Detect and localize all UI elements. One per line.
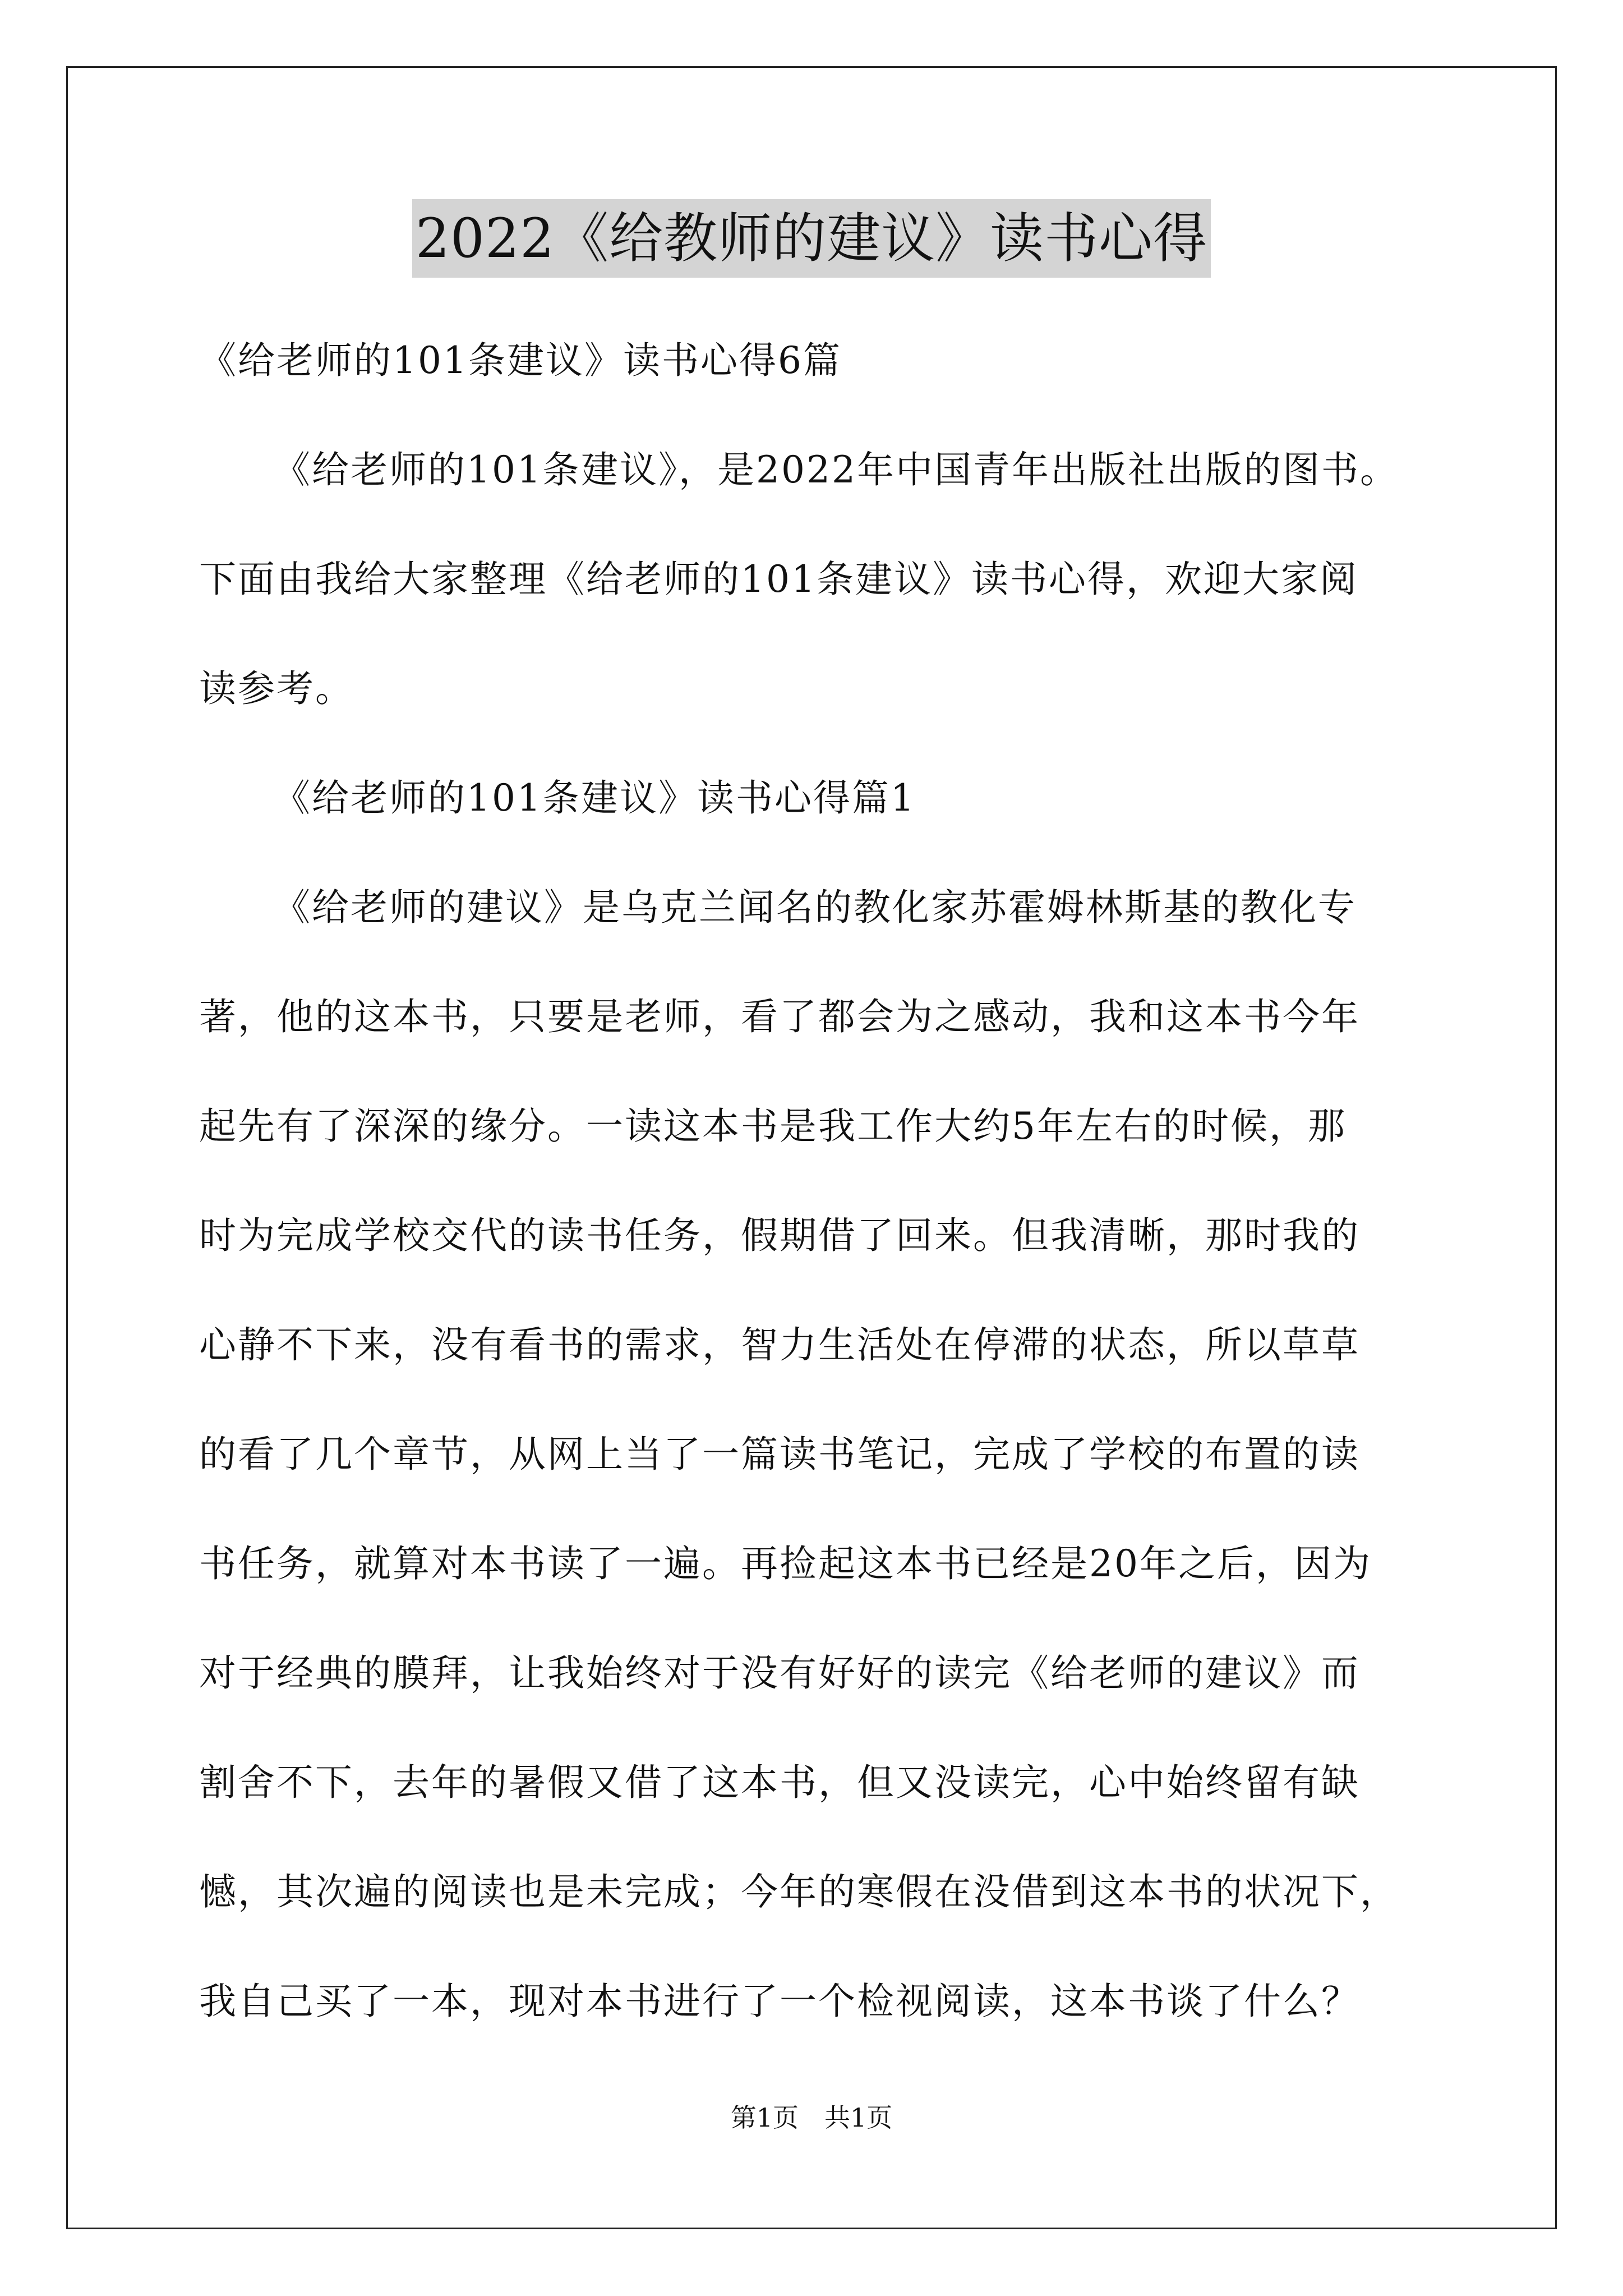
paragraph-line: 对于经典的膜拜，让我始终对于没有好好的读完《给老师的建议》而	[199, 1651, 1360, 1695]
paragraph-line: 我自己买了一本，现对本书进行了一个检视阅读，这本书谈了什么？	[199, 1980, 1360, 2023]
paragraph-line: 《给老师的101条建议》，是2022年中国青年出版社出版的图书。	[273, 448, 1399, 491]
section-heading: 《给老师的101条建议》读书心得篇1	[273, 776, 916, 820]
paragraph-line: 读参考。	[199, 667, 354, 710]
paragraph-line: 书任务，就算对本书读了一遍。再捡起这本书已经是20年之后，因为	[199, 1542, 1372, 1585]
paragraph-line: 的看了几个章节，从网上当了一篇读书笔记，完成了学校的布置的读	[199, 1433, 1360, 1476]
page-footer: 第1页 共1页	[730, 2102, 893, 2133]
paragraph-line: 著，他的这本书，只要是老师，看了都会为之感动，我和这本书今年	[199, 995, 1360, 1038]
paragraph-line: 下面由我给大家整理《给老师的101条建议》读书心得，欢迎大家阅	[199, 558, 1358, 601]
document-title: 2022《给教师的建议》读书心得	[412, 199, 1211, 278]
document-body	[199, 306, 1433, 2056]
paragraph-line: 时为完成学校交代的读书任务，假期借了回来。但我清晰，那时我的	[199, 1214, 1360, 1257]
subtitle-line: 《给老师的101条建议》读书心得6篇	[199, 339, 842, 382]
title-container	[0, 199, 1623, 278]
paragraph-line: 心静不下来，没有看书的需求，智力生活处在停滞的状态，所以草草	[199, 1323, 1360, 1366]
paragraph-line: 《给老师的建议》是乌克兰闻名的教化家苏霍姆林斯基的教化专	[273, 886, 1357, 929]
paragraph-line: 起先有了深深的缘分。一读这本书是我工作大约5年左右的时候，那	[199, 1105, 1347, 1148]
paragraph-line: 憾，其次遍的阅读也是未完成；今年的寒假在没借到这本书的状况下，	[199, 1870, 1399, 1913]
paragraph-line: 割舍不下，去年的暑假又借了这本书，但又没读完，心中始终留有缺	[199, 1761, 1360, 1804]
